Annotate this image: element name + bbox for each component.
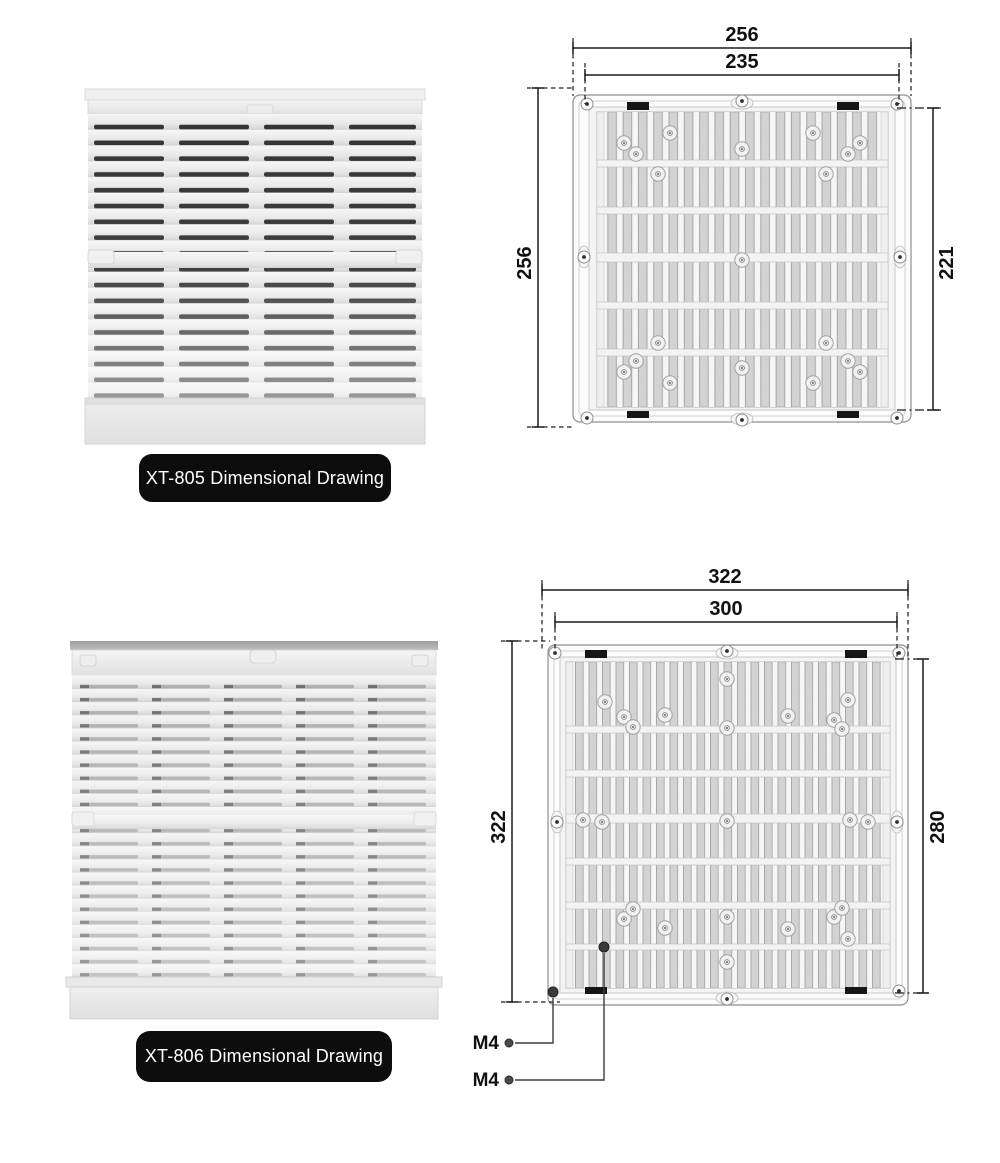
xt806-mount-width-label: 300 bbox=[709, 598, 743, 620]
xt805-mount-width-label: 235 bbox=[725, 51, 759, 73]
xt806-m4-hole-corner bbox=[548, 987, 558, 997]
xt805-top-cap bbox=[85, 89, 425, 100]
xt806-outer-height-label: 322 bbox=[488, 810, 510, 844]
xt805-dimensional-drawing bbox=[514, 24, 958, 427]
xt805-corner-screw bbox=[581, 98, 593, 110]
xt806-corner-screw bbox=[549, 647, 561, 659]
xt806-dimensional-drawing bbox=[473, 566, 949, 1091]
xt805-caption-text: XT-805 Dimensional Drawing bbox=[145, 467, 385, 488]
xt806-base-lip bbox=[66, 977, 442, 987]
xt805-outer-width-label: 256 bbox=[725, 24, 759, 46]
xt806-clip-mark bbox=[585, 650, 607, 658]
xt806-cap-notch bbox=[250, 650, 276, 663]
xt805-corner-screw bbox=[581, 412, 593, 424]
xt805-front-photo bbox=[85, 89, 425, 444]
xt806-m4-label-2: M4 bbox=[472, 1070, 499, 1091]
xt805-caption-pill bbox=[139, 454, 391, 502]
xt805-dim-outer-height bbox=[514, 88, 575, 427]
xt806-caption-text: XT-806 Dimensional Drawing bbox=[144, 1046, 384, 1066]
xt806-corner-screw bbox=[893, 647, 905, 659]
xt806-m4-hole-grid bbox=[599, 942, 609, 952]
xt806-base bbox=[70, 987, 438, 1019]
xt805-clip-mark bbox=[837, 102, 859, 110]
xt806-m4-callout-1 bbox=[473, 987, 558, 1054]
xt805-clip-mark bbox=[627, 102, 649, 110]
xt805-mount-height-label: 221 bbox=[936, 246, 958, 280]
xt806-front-photo bbox=[66, 641, 442, 1019]
xt806-outer-width-label: 322 bbox=[708, 566, 742, 588]
xt806-top-strip bbox=[70, 641, 438, 650]
xt806-mount-height-label: 280 bbox=[927, 810, 949, 844]
xt806-m4-label-1: M4 bbox=[472, 1033, 499, 1054]
xt806-caption-pill bbox=[136, 1031, 392, 1082]
xt805-cap-notch bbox=[247, 105, 273, 114]
xt805-corner-screw bbox=[891, 412, 903, 424]
xt805-outer-height-label: 256 bbox=[514, 246, 536, 280]
xt806-corner-screw bbox=[893, 985, 905, 997]
xt806-clip-mark bbox=[845, 650, 867, 658]
